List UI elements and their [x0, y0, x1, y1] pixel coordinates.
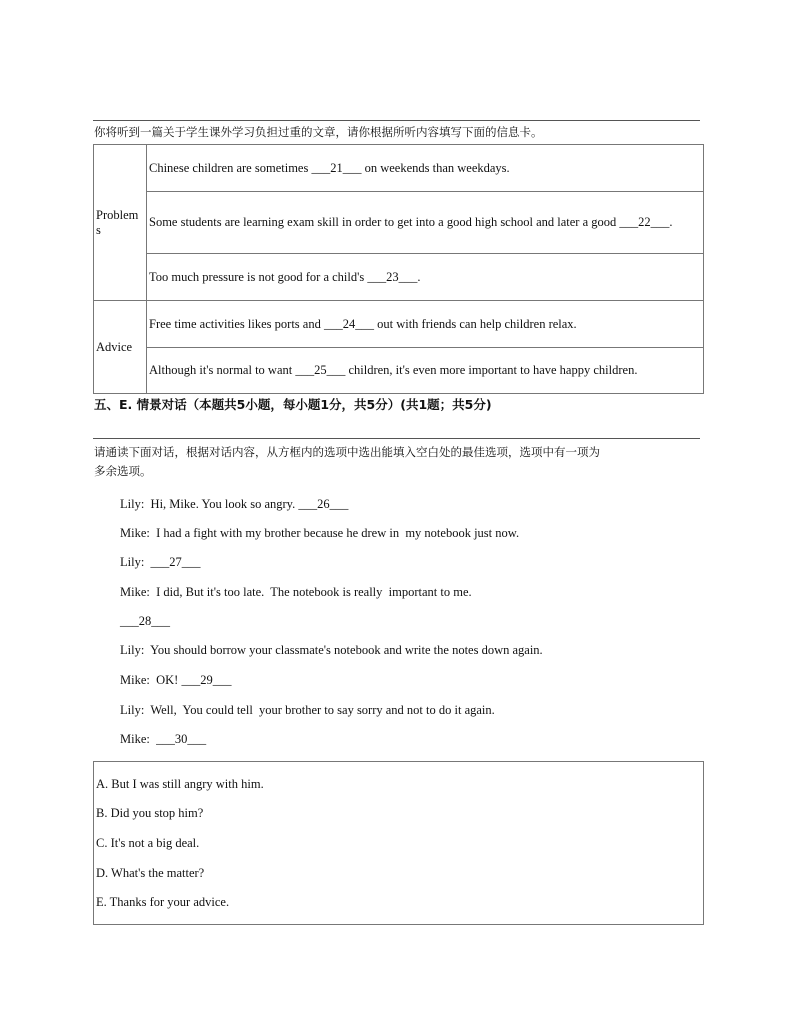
- dialogue-line-6: Lily: You should borrow your classmate's notebook and write the notes down again.: [120, 643, 543, 657]
- row-21: Chinese children are sometimes ___21___ on weekends than weekdays.: [147, 145, 704, 192]
- advice-label: Advice: [94, 301, 147, 394]
- row-25: Although it's normal to want ___25___ children, it's even more important to have happy children.: [147, 348, 704, 394]
- table-row: [94, 192, 704, 254]
- option-d[interactable]: D. What's the matter?: [96, 866, 205, 880]
- dialogue-instruction-line2: 多余选项。: [94, 464, 152, 478]
- blank-23[interactable]: ___23___: [367, 269, 418, 284]
- blank-25[interactable]: ___25___: [295, 363, 346, 377]
- option-c[interactable]: C. It's not a big deal.: [96, 836, 200, 850]
- listening-instruction: 你将听到一篇关于学生课外学习负担过重的文章，请你根据所听内容填写下面的信息卡。: [94, 125, 543, 139]
- table-row: [94, 301, 704, 348]
- dialogue-line-4: Mike: I did, But it's too late. The notebook is really important to me.: [120, 585, 472, 599]
- dialogue-line-3: Lily: ___27___: [120, 555, 201, 569]
- row-22: Some students are learning exam skill in order to get into a good high school and later a good ___22___.: [147, 192, 704, 254]
- dialogue-line-5: ___28___: [120, 614, 170, 628]
- problems-label: Problem s: [94, 145, 147, 301]
- dialogue-line-8: Lily: Well, You could tell your brother to say sorry and not to do it again.: [120, 703, 495, 717]
- dialogue-instruction-line1: 请通读下面对话，根据对话内容，从方框内的选项中选出能填入空白处的最佳选项，选项中有一项为: [94, 445, 600, 459]
- option-e[interactable]: E. Thanks for your advice.: [96, 895, 230, 909]
- blank-24[interactable]: ___24___: [323, 316, 374, 331]
- blank-22[interactable]: ___22___: [619, 215, 670, 229]
- dialogue-line-1: Lily: Hi, Mike. You look so angry. ___26___: [120, 497, 349, 511]
- blank-21[interactable]: ___21___: [311, 160, 362, 175]
- dialogue-line-9: Mike: ___30___: [120, 732, 207, 746]
- dialogue-line-2: Mike: I had a fight with my brother because he drew in my notebook just now.: [120, 526, 520, 540]
- row-24: Free time activities likes ports and ___24___ out with friends can help children relax.: [147, 301, 704, 348]
- table-row: [94, 145, 704, 192]
- option-b[interactable]: B. Did you stop him?: [96, 806, 204, 820]
- row-23: Too much pressure is not good for a child's ___23___.: [147, 254, 704, 301]
- table-row: [94, 254, 704, 301]
- top-divider: [93, 120, 700, 121]
- section-divider: [93, 438, 700, 439]
- info-card-table: [93, 144, 704, 394]
- section-title: 五、E. 情景对话（本题共5小题，每小题1分，共5分）(共1题；共5分): [94, 397, 492, 412]
- dialogue-line-7: Mike: OK! ___29___: [120, 673, 232, 687]
- table-row: [94, 348, 704, 394]
- option-a[interactable]: A. But I was still angry with him.: [96, 777, 264, 791]
- options-box: [93, 761, 704, 925]
